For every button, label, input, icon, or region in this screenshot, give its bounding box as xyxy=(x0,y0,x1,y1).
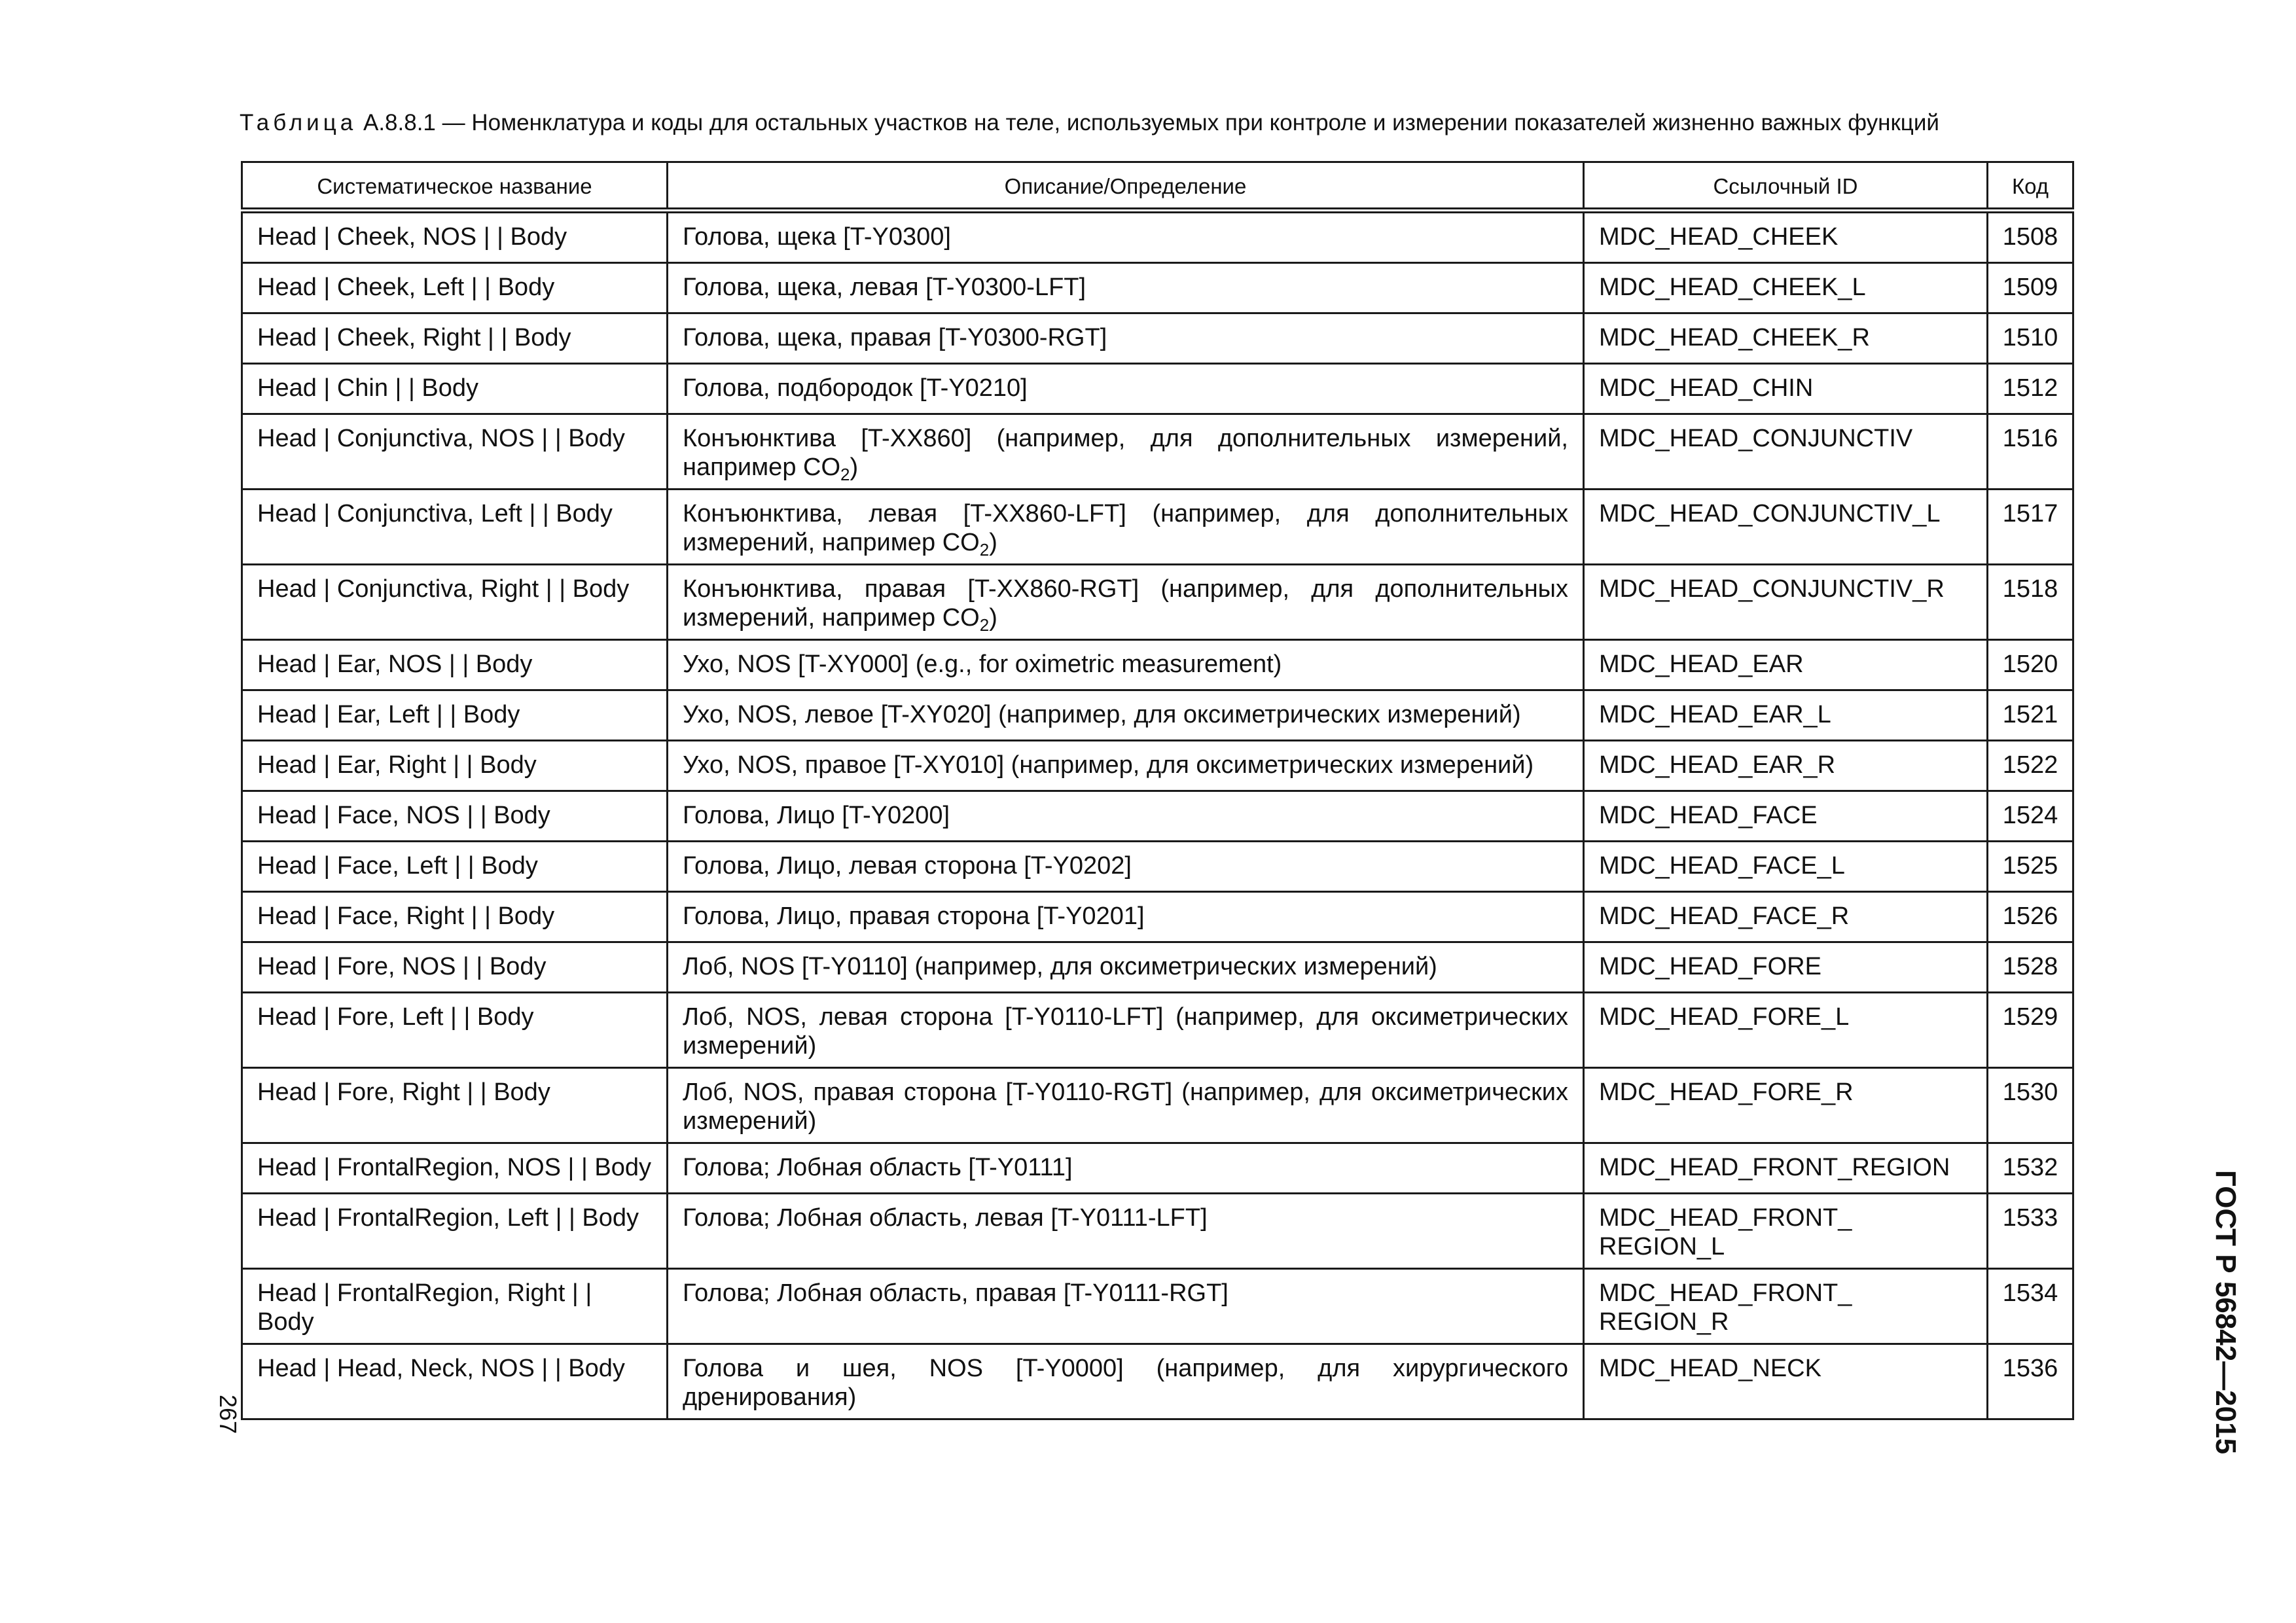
description-text: Лоб, NOS, правая сторона [T-Y0110-RGT] (например, для оксиметрических измерений) xyxy=(683,1079,1568,1135)
standard-designation: ГОСТ Р 56842—2015 xyxy=(2210,1169,2242,1455)
table-row xyxy=(242,942,2073,993)
table-row xyxy=(242,364,2073,414)
cell-systematic-name: Head | Cheek, NOS | | Body xyxy=(242,211,668,263)
table-row xyxy=(242,1068,2073,1143)
cell-systematic-name: Head | FrontalRegion, Right | | Body xyxy=(242,1269,668,1344)
cell-code: 1520 xyxy=(1988,640,2073,690)
cell-code: 1522 xyxy=(1988,741,2073,791)
table-row xyxy=(242,1194,2073,1269)
description-text: Конъюнктива, левая [T-XX860-LFT] (например, для дополнительных измерений, например CO xyxy=(683,500,1568,556)
table-row xyxy=(242,842,2073,892)
description-text: Голова, щека, левая [T-Y0300-LFT] xyxy=(683,274,1086,301)
header-reference-id: Ссылочный ID xyxy=(1584,162,1988,211)
description-text: Голова, Лицо [T-Y0200] xyxy=(683,802,950,829)
cell-reference-id: MDC_HEAD_CHEEK_L xyxy=(1584,263,1988,313)
description-text: Голова; Лобная область, левая [T-Y0111-LFT] xyxy=(683,1204,1208,1232)
cell-systematic-name: Head | Conjunctiva, Left | | Body xyxy=(242,490,668,565)
table-row xyxy=(242,1344,2073,1419)
table-row xyxy=(242,892,2073,942)
cell-description xyxy=(668,211,1584,263)
description-text: Голова, Лицо, правая сторона [T-Y0201] xyxy=(683,902,1145,930)
cell-systematic-name: Head | Fore, NOS | | Body xyxy=(242,942,668,993)
cell-reference-id: MDC_HEAD_FACE_L xyxy=(1584,842,1988,892)
cell-description xyxy=(668,640,1584,690)
table-row xyxy=(242,414,2073,490)
caption-text: А.8.8.1 — Номенклатура и коды для остальных участков на теле, используемых при контроле и измерении показателей жизненно важных функций xyxy=(363,110,1939,135)
description-text: Голова, Лицо, левая сторона [T-Y0202] xyxy=(683,852,1132,880)
cell-description xyxy=(668,1269,1584,1344)
cell-reference-id: MDC_HEAD_FACE_R xyxy=(1584,892,1988,942)
description-text: Лоб, NOS [T-Y0110] (например, для оксиметрических измерений) xyxy=(683,953,1437,980)
description-text: Голова, подбородок [T-Y0210] xyxy=(683,374,1028,402)
cell-description xyxy=(668,565,1584,640)
subscript: 2 xyxy=(840,465,850,484)
cell-systematic-name: Head | Conjunctiva, Right | | Body xyxy=(242,565,668,640)
cell-systematic-name: Head | FrontalRegion, Left | | Body xyxy=(242,1194,668,1269)
cell-reference-id: MDC_HEAD_CHIN xyxy=(1584,364,1988,414)
cell-reference-id: MDC_HEAD_FORE_L xyxy=(1584,993,1988,1068)
cell-code: 1509 xyxy=(1988,263,2073,313)
table-row xyxy=(242,1143,2073,1194)
header-code: Код xyxy=(1988,162,2073,211)
cell-code: 1533 xyxy=(1988,1194,2073,1269)
cell-description xyxy=(668,414,1584,490)
cell-description xyxy=(668,842,1584,892)
cell-reference-id: MDC_HEAD_FACE xyxy=(1584,791,1988,842)
subscript: 2 xyxy=(979,540,990,560)
description-text: Ухо, NOS [T-XY000] (e.g., for oximetric measurement) xyxy=(683,651,1282,678)
cell-code: 1530 xyxy=(1988,1068,2073,1143)
cell-systematic-name: Head | Ear, NOS | | Body xyxy=(242,640,668,690)
table-row xyxy=(242,791,2073,842)
cell-systematic-name: Head | Face, NOS | | Body xyxy=(242,791,668,842)
cell-description xyxy=(668,1344,1584,1419)
table-header-row xyxy=(242,162,2073,211)
cell-code: 1508 xyxy=(1988,211,2073,263)
cell-description xyxy=(668,942,1584,993)
cell-systematic-name: Head | Conjunctiva, NOS | | Body xyxy=(242,414,668,490)
header-description: Описание/Определение xyxy=(668,162,1584,211)
cell-systematic-name: Head | Ear, Left | | Body xyxy=(242,690,668,741)
description-text: Голова и шея, NOS [T-Y0000] (например, для хирургического дренирования) xyxy=(683,1355,1568,1411)
cell-systematic-name: Head | Fore, Right | | Body xyxy=(242,1068,668,1143)
description-text: Голова; Лобная область, правая [T-Y0111-RGT] xyxy=(683,1279,1229,1307)
cell-code: 1534 xyxy=(1988,1269,2073,1344)
cell-code: 1532 xyxy=(1988,1143,2073,1194)
cell-description xyxy=(668,993,1584,1068)
nomenclature-table xyxy=(241,161,2074,1420)
table-row xyxy=(242,690,2073,741)
cell-reference-id: MDC_HEAD_NECK xyxy=(1584,1344,1988,1419)
cell-code: 1528 xyxy=(1988,942,2073,993)
description-text: Конъюнктива, правая [T-XX860-RGT] (например, для дополнительных измерений, например CO xyxy=(683,575,1568,632)
cell-reference-id: MDC_HEAD_FRONT_REGION xyxy=(1584,1143,1988,1194)
cell-reference-id: MDC_HEAD_CHEEK_R xyxy=(1584,313,1988,364)
cell-description xyxy=(668,1194,1584,1269)
table-row xyxy=(242,211,2073,263)
cell-code: 1517 xyxy=(1988,490,2073,565)
caption-label: Таблица xyxy=(240,110,357,135)
description-text: Голова, щека [T-Y0300] xyxy=(683,223,951,251)
cell-description xyxy=(668,490,1584,565)
cell-code: 1518 xyxy=(1988,565,2073,640)
header-systematic-name: Систематическое название xyxy=(242,162,668,211)
table-row xyxy=(242,741,2073,791)
table-row xyxy=(242,993,2073,1068)
cell-systematic-name: Head | Head, Neck, NOS | | Body xyxy=(242,1344,668,1419)
table-row xyxy=(242,490,2073,565)
cell-description xyxy=(668,364,1584,414)
cell-systematic-name: Head | Fore, Left | | Body xyxy=(242,993,668,1068)
cell-description xyxy=(668,1068,1584,1143)
cell-reference-id: MDC_HEAD_FRONT_ REGION_R xyxy=(1584,1269,1988,1344)
table-caption xyxy=(240,110,2072,136)
description-end: ) xyxy=(989,604,997,632)
cell-reference-id: MDC_HEAD_EAR_R xyxy=(1584,741,1988,791)
cell-systematic-name: Head | Cheek, Right | | Body xyxy=(242,313,668,364)
cell-reference-id: MDC_HEAD_CONJUNCTIV_R xyxy=(1584,565,1988,640)
table-row xyxy=(242,263,2073,313)
description-text: Ухо, NOS, левое [T-XY020] (например, для оксиметрических измерений) xyxy=(683,701,1521,728)
cell-description xyxy=(668,741,1584,791)
cell-reference-id: MDC_HEAD_CONJUNCTIV xyxy=(1584,414,1988,490)
cell-description xyxy=(668,263,1584,313)
cell-code: 1525 xyxy=(1988,842,2073,892)
cell-description xyxy=(668,892,1584,942)
cell-code: 1510 xyxy=(1988,313,2073,364)
cell-reference-id: MDC_HEAD_FORE_R xyxy=(1584,1068,1988,1143)
cell-systematic-name: Head | Chin | | Body xyxy=(242,364,668,414)
cell-reference-id: MDC_HEAD_EAR_L xyxy=(1584,690,1988,741)
cell-systematic-name: Head | Face, Left | | Body xyxy=(242,842,668,892)
cell-reference-id: MDC_HEAD_EAR xyxy=(1584,640,1988,690)
cell-systematic-name: Head | Ear, Right | | Body xyxy=(242,741,668,791)
cell-code: 1529 xyxy=(1988,993,2073,1068)
cell-code: 1512 xyxy=(1988,364,2073,414)
cell-code: 1521 xyxy=(1988,690,2073,741)
cell-code: 1516 xyxy=(1988,414,2073,490)
cell-description xyxy=(668,313,1584,364)
description-text: Лоб, NOS, левая сторона [T-Y0110-LFT] (например, для оксиметрических измерений) xyxy=(683,1003,1568,1060)
description-text: Голова; Лобная область [T-Y0111] xyxy=(683,1154,1073,1181)
table-row xyxy=(242,1269,2073,1344)
description-end: ) xyxy=(989,529,997,556)
table-row xyxy=(242,640,2073,690)
cell-description xyxy=(668,1143,1584,1194)
cell-code: 1524 xyxy=(1988,791,2073,842)
cell-reference-id: MDC_HEAD_FRONT_ REGION_L xyxy=(1584,1194,1988,1269)
cell-reference-id: MDC_HEAD_CONJUNCTIV_L xyxy=(1584,490,1988,565)
description-text: Ухо, NOS, правое [T-XY010] (например, для оксиметрических измерений) xyxy=(683,751,1534,779)
cell-reference-id: MDC_HEAD_FORE xyxy=(1584,942,1988,993)
description-text: Голова, щека, правая [T-Y0300-RGT] xyxy=(683,324,1107,351)
cell-code: 1536 xyxy=(1988,1344,2073,1419)
cell-systematic-name: Head | Face, Right | | Body xyxy=(242,892,668,942)
description-text: Конъюнктива [T-XX860] (например, для дополнительных измерений, например CO xyxy=(683,425,1568,481)
table-row xyxy=(242,313,2073,364)
cell-reference-id: MDC_HEAD_CHEEK xyxy=(1584,211,1988,263)
cell-systematic-name: Head | FrontalRegion, NOS | | Body xyxy=(242,1143,668,1194)
subscript: 2 xyxy=(979,615,990,635)
cell-description xyxy=(668,791,1584,842)
description-end: ) xyxy=(850,454,859,481)
cell-systematic-name: Head | Cheek, Left | | Body xyxy=(242,263,668,313)
cell-code: 1526 xyxy=(1988,892,2073,942)
cell-description xyxy=(668,690,1584,741)
page-number: 267 xyxy=(215,1394,242,1435)
table-row xyxy=(242,565,2073,640)
